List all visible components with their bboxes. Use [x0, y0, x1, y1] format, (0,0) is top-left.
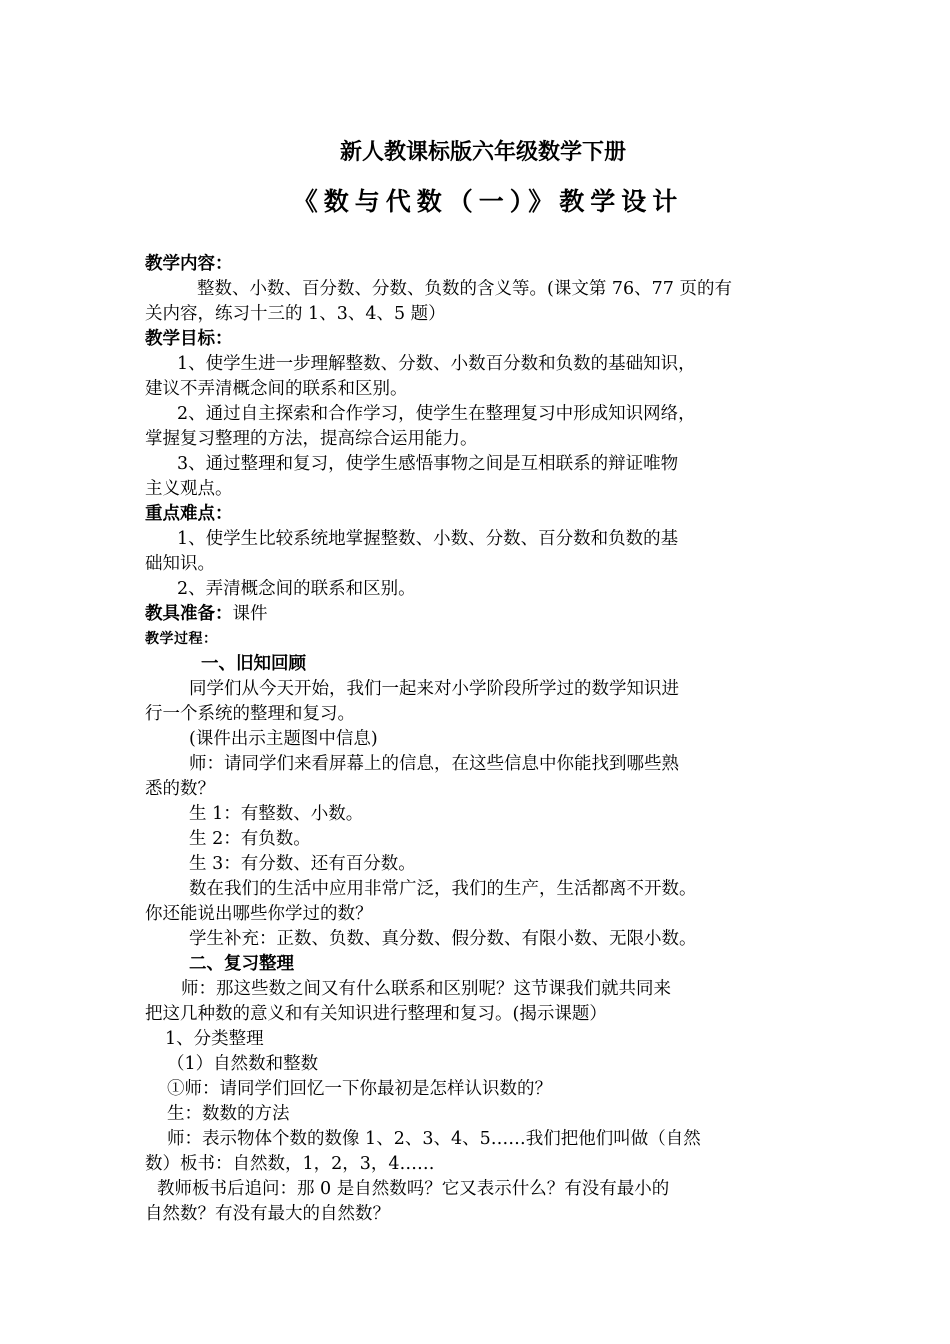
text-line: 生 3：有分数、还有百分数。 — [189, 854, 416, 874]
text-line: (课件出示主题图中信息) — [189, 729, 378, 749]
subsection-heading: 一、旧知回顾 — [201, 654, 306, 674]
text-line: 教师板书后追问：那 0 是自然数吗？它又表示什么？有没有最小的 — [157, 1179, 670, 1199]
text-line: 1、分类整理 — [165, 1029, 264, 1049]
text-line: 2、通过自主探索和合作学习，使学生在整理复习中形成知识网络， — [177, 404, 696, 424]
text-line: 师：表示物体个数的数像 1、2、3、4、5……我们把他们叫做（自然 — [167, 1129, 701, 1149]
text-line: ①师：请同学们回忆一下你最初是怎样认识数的？ — [167, 1079, 552, 1099]
text-line — [145, 602, 815, 627]
text-line: 生：数数的方法 — [167, 1104, 290, 1124]
text-line: 师：请同学们来看屏幕上的信息，在这些信息中你能找到哪些熟 — [189, 754, 679, 774]
spacer — [145, 224, 815, 252]
text-line: 整数、小数、百分数、分数、负数的含义等。(课文第 76、77 页的有 — [197, 279, 732, 299]
text-line: 3、通过整理和复习，使学生感悟事物之间是互相联系的辩证唯物 — [177, 454, 679, 474]
text-line: 你还能说出哪些你学过的数？ — [145, 904, 373, 924]
text-line: 自然数？有没有最大的自然数？ — [145, 1204, 390, 1224]
text-line: 掌握复习整理的方法，提高综合运用能力。 — [145, 429, 478, 449]
prep-label: 教具准备： — [145, 604, 233, 624]
text-line: 2、弄清概念间的联系和区别。 — [177, 579, 416, 599]
section-heading: 教学内容： — [145, 254, 233, 274]
text-line: 把这几种数的意义和有关知识进行整理和复习。(揭示课题） — [145, 1004, 607, 1024]
text-line: 学生补充：正数、负数、真分数、假分数、有限小数、无限小数。 — [189, 929, 697, 949]
text-line: （1）自然数和整数 — [167, 1054, 319, 1074]
text-line: 师：那这些数之间又有什么联系和区别呢？这节课我们就共同来 — [181, 979, 671, 999]
section-heading: 教学过程： — [145, 631, 218, 647]
subsection-heading: 二、复习整理 — [189, 954, 294, 974]
text-line: 悉的数？ — [145, 779, 215, 799]
text-line: 建议不弄清概念间的联系和区别。 — [145, 379, 408, 399]
text-line: 生 1：有整数、小数。 — [189, 804, 364, 824]
text-line: 数）板书：自然数，1，2，3，4…… — [145, 1154, 435, 1174]
section-heading: 教学目标： — [145, 329, 233, 349]
text-line: 础知识。 — [145, 554, 215, 574]
text-line: 关内容，练习十三的 1、3、4、5 题） — [145, 304, 446, 324]
section-heading: 重点难点： — [145, 504, 233, 524]
document-title: 新人教课标版六年级数学下册 — [339, 139, 626, 165]
text-line: 1、使学生比较系统地掌握整数、小数、分数、百分数和负数的基 — [177, 529, 679, 549]
text-line: 1、使学生进一步理解整数、分数、小数百分数和负数的基础知识， — [177, 354, 696, 374]
document-body — [145, 252, 815, 1227]
prep-value: 课件 — [232, 604, 268, 624]
text-line: 同学们从今天开始，我们一起来对小学阶段所学过的数学知识进 — [189, 679, 679, 699]
text-line: 行一个系统的整理和复习。 — [145, 704, 355, 724]
document-page — [145, 134, 815, 1227]
text-line: 数在我们的生活中应用非常广泛，我们的生产，生活都离不开数。 — [189, 879, 697, 899]
text-line: 主义观点。 — [145, 479, 233, 499]
document-subtitle: 《数与代数（一）》教学设计 — [292, 187, 684, 216]
text-line: 生 2：有负数。 — [189, 829, 311, 849]
